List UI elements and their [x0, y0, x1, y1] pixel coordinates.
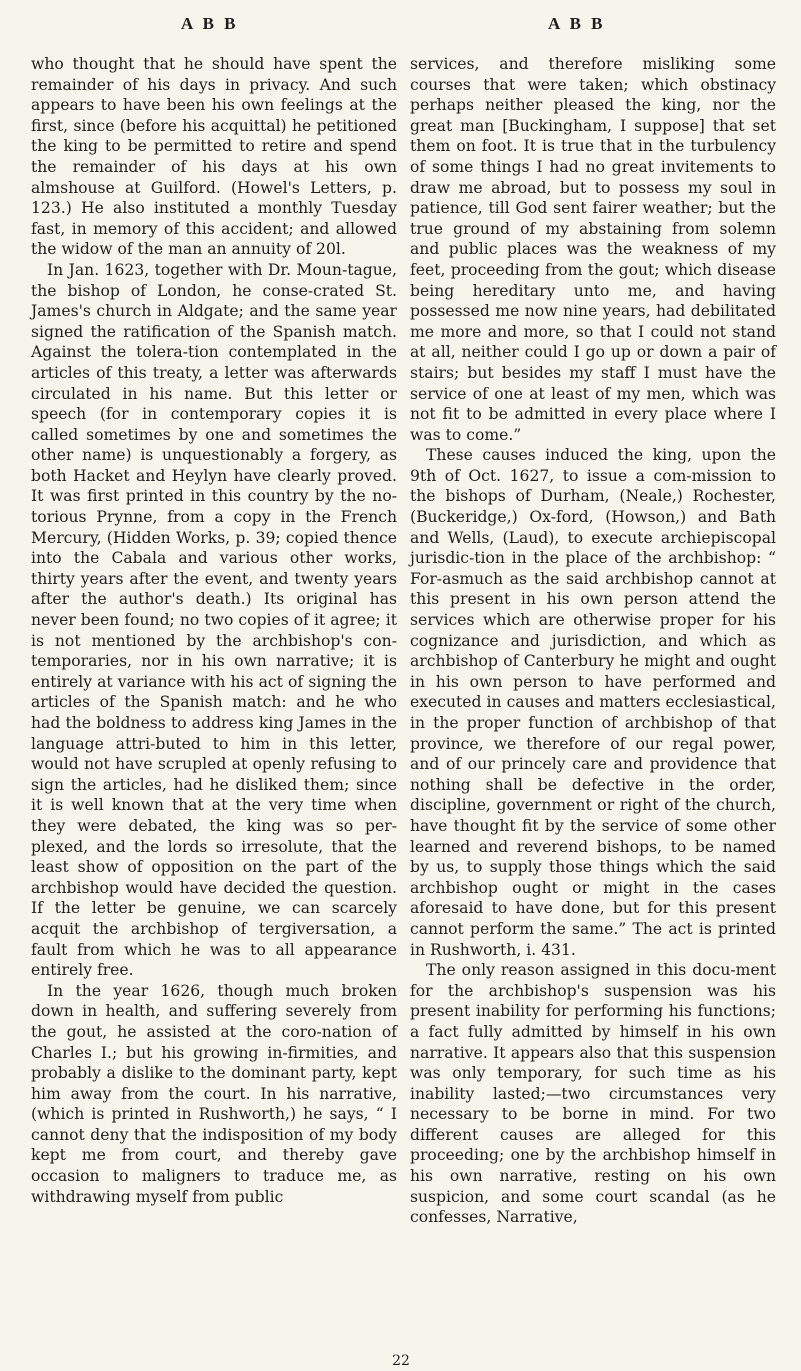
paragraph: In Jan. 1623, together with Dr. Moun-tague, the bishop of London, he conse-crated St. James's church in Aldgate; and the same year signed the ratification of the Spanish match. Against the tolera-tion contemplated in the articles of this treaty, a letter was afterwards circulated in his name. But this letter or speech (for in contemporary copies it is called sometimes by one and sometimes the other name) is unquestionably a forgery, as both Hacket and Heylyn have clearly proved. It was first printed in this country by the no-torious Prynne, from a copy in the French Mercury, (Hidden Works, p. 39; copied thence into the Cabala and various other works, thirty years after the event, and twenty years after the author's death.) Its original has never been found; no two copies of it agree; it is not mentioned by the archbishop's con-temporaries, nor in his own narrative; it is entirely at variance with his act of signing the articles of the Spanish match: and he who had the boldness to address king James in the language attri-buted to him in this letter, would not have scrupled at openly refusing to sign the articles, had he disliked them; since it is well known that at the very time when they were debated, the king was so per-plexed, and the lords so irresolute, that the least show of opposition on the part of the archbishop would have decided the question. If the letter be genuine, we can scarcely acquit the archbishop of tergiversation, a fault from which he was to all appearance entirely free.: [31, 260, 397, 980]
paragraph: In the year 1626, though much broken down in health, and suffering severely from the gout, he assisted at the coro-nation of Charles I.; but his growing in-firmities, and probably a dislike to the dominant party, kept him away from the court. In his narrative, (which is printed in Rushworth,) he says, “ I cannot deny that the indisposition of my body kept me from court, and thereby gave occasion to maligners to traduce me, as withdrawing myself from public: [31, 981, 397, 1206]
running-head-left: A B B: [181, 14, 239, 33]
paragraph: who thought that he should have spent the remainder of his days in privacy. And such appears to have been his own feelings at the first, since (before his acquittal) he petitioned the king to be permitted to retire and spend the remainder of his days at his own almshouse at Guilford. (Howel's Letters, p. 123.) He also instituted a monthly Tuesday fast, in memory of this accident; and allowed the widow of the man an annuity of 20l.: [31, 55, 397, 259]
left-column: [31, 54, 397, 1207]
running-header: [0, 14, 801, 38]
paragraph: The only reason assigned in this docu-ment for the archbishop's suspension was his present inability for performing his functions; a fact fully admitted by himself in his own narrative. It appears also that this suspension was only temporary, for such time as his inability lasted;—two circumstances very necessary to be borne in mind. For two different causes are alleged for this proceeding; one by the archbishop himself in his own narrative, resting on his own suspicion, and some court scandal (as he confesses, Narrative,: [410, 961, 776, 1227]
paragraph: services, and therefore misliking some courses that were taken; which obstinacy perhaps neither pleased the king, nor the great man [Buckingham, I suppose] that set them on foot. It is true that in the turbulency of some things I had no great invitements to draw me abroad, but to possess my soul in patience, till God sent fairer weather; but the true ground of my abstaining from solemn and public places was the weakness of my feet, proceeding from the gout; which disease being hereditary unto me, and having possessed me now nine years, had debilitated me more and more, so that I could not stand at all, neither could I go up or down a pair of stairs; but besides my staff I must have the service of one at least of my men, which was not fit to be admitted in every place where I was to come.”: [410, 55, 776, 444]
right-column: [410, 54, 776, 1228]
running-head-right: A B B: [548, 14, 606, 33]
paragraph: These causes induced the king, upon the 9th of Oct. 1627, to issue a com-mission to the bishops of Durham, (Neale,) Rochester, (Buckeridge,) Ox-ford, (Howson,) and Bath and Wells, (Laud), to execute archiepiscopal jurisdic-tion in the place of the archbishop: “ For-asmuch as the said archbishop cannot at this present in his own person attend the services which are otherwise proper for his cognizance and jurisdiction, and which as archbishop of Canterbury he might and ought in his own person to have performed and executed in causes and matters ecclesiastical, in the proper function of archbishop of that province, we therefore of our regal power, and of our princely care and providence that nothing shall be defective in the order, discipline, government or right of the church, have thought fit by the service of some other learned and reverend bishops, to be named by us, to supply those things which the said archbishop ought or might in the cases aforesaid to have done, but for this present cannot perform the same.” The act is printed in Rushworth, i. 431.: [410, 446, 776, 959]
page-number: 22: [392, 1353, 410, 1369]
